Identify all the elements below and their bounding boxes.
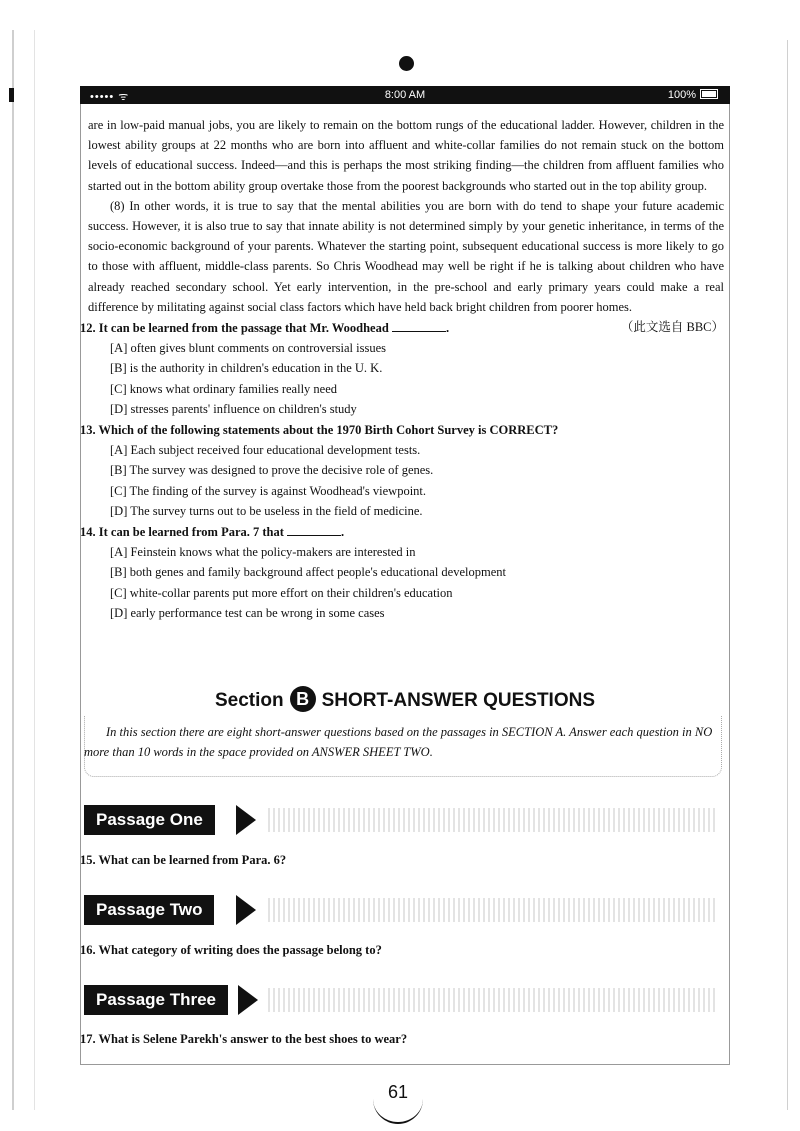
reading-content [80,115,724,623]
option-13-b: [B] The survey was designed to prove the decisive role of genes. [110,463,434,478]
section-letter-badge: B [290,686,316,712]
answer-blank [287,523,341,536]
option-12-a: [A] often gives blunt comments on controversial issues [110,341,386,356]
question-16: 16. What category of writing does the passage belong to? [80,943,382,957]
passage-label: Passage One [84,805,215,835]
paragraph-7-end: are in low-paid manual jobs, you are likely to remain on the bottom rungs of the educational ladder. However, children in the lowest ability groups at 22 months who are born into affluent and white-collar families do not remain stuck on the bottom levels of educational success. Indeed—and this is perhaps the most striking finding—the children from affluent families who started out in the bottom ability group overtake those from the poorest backgrounds who started out in the top ability group. [88,118,724,193]
question-13 [80,420,724,440]
paragraph-8-text: (8) In other words, it is true to say that the mental abilities you are born with do tend to shape your future academic success. However, it is also true to say that innate ability is not determined simply by your genetic inheritance, in terms of the socio-economic background of your parents. Whatever the starting point, subsequent educational success is more likely to go to those with affluent, middle-class parents. So Chris Woodhead may well be right if he is talking about children who have already reached secondary school. Yet early intervention, in the pre-school and early primary years could make a real difference by militating against social class factors which have held back bright children from poorer homes. [88,198,724,314]
battery-percent: 100% [667,89,696,101]
passage-one-banner [84,805,254,835]
option-13-d: [D] The survey turns out to be useless in the field of medicine. [110,503,423,518]
banner-texture [268,898,716,922]
passage-label: Passage Three [84,985,228,1015]
option-14-d: [D] early performance test can be wrong in some cases [110,605,385,620]
signal-wifi-icon: ••••• ᯤ [90,91,130,103]
page-edge-line [34,30,35,1110]
section-instructions: In this section there are eight short-answer questions based on the passages in SECTION A. Answer each question in NO more than 10 words in the space provided on ANSWER SHEET TWO. [84,725,713,759]
passage-two-banner [84,895,254,925]
question-15: 15. What can be learned from Para. 6? [80,853,287,867]
option-12-c: [C] knows what ordinary families really need [110,381,338,396]
question-stem: 14. It can be learned from Para. 7 that [80,525,284,540]
banner-texture [268,988,716,1012]
battery-icon [700,89,718,99]
banner-texture [268,808,716,832]
banner-arrow-icon [238,985,258,1015]
section-prefix: Section [214,690,284,711]
question-stem: 13. Which of the following statements about the 1970 Birth Cohort Survey is CORRECT? [80,423,559,438]
option-13-c: [C] The finding of the survey is against Woodhead's viewpoint. [110,483,427,498]
page-edge-left [12,30,14,1110]
page-number: 61 [387,1082,409,1102]
banner-arrow-icon [236,895,256,925]
source-note: （此文选自 BBC） [620,320,724,335]
option-12-d: [D] stresses parents' influence on children's study [110,401,357,416]
question-end: . [341,525,345,540]
passage-three-banner [84,985,254,1015]
option-14-b: [B] both genes and family background affect people's educational development [110,565,506,580]
section-title: SHORT-ANSWER QUESTIONS [321,690,596,711]
option-13-a: [A] Each subject received four educational development tests. [110,443,421,458]
status-time: 8:00 AM [384,89,426,101]
question-14 [80,522,724,542]
banner-arrow-icon [236,805,256,835]
binding-mark [9,88,14,102]
phone-camera-icon [399,56,414,71]
question-stem: 12. It can be learned from the passage that Mr. Woodhead [80,321,389,336]
answer-blank [392,319,446,332]
question-end: . [445,321,450,336]
question-17: 17. What is Selene Parekh's answer to the best shoes to wear? [80,1032,408,1046]
option-14-c: [C] white-collar parents put more effort on their children's education [110,585,453,600]
option-12-b: [B] is the authority in children's education in the U. K. [110,361,383,376]
battery-indicator [668,89,718,101]
option-14-a: [A] Feinstein knows what the policy-makers are interested in [110,545,416,560]
page-edge-right [787,40,788,1110]
status-bar [80,86,730,104]
passage-label: Passage Two [84,895,214,925]
section-b-heading [80,686,730,712]
